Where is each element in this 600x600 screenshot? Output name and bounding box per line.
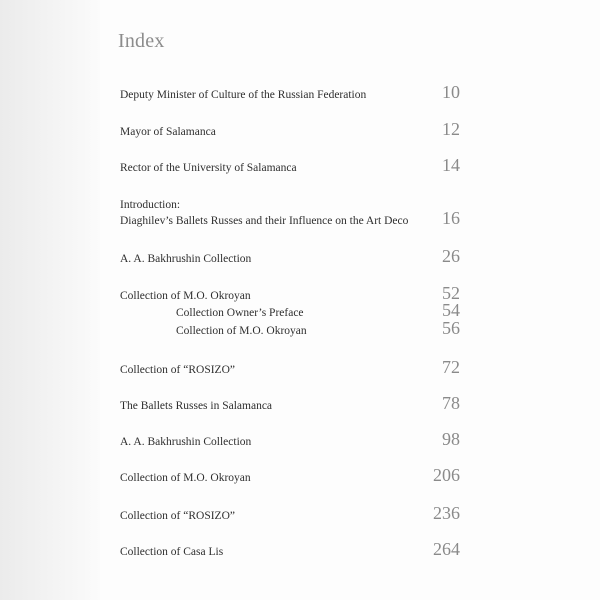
index-page-number: 236 — [433, 503, 460, 523]
index-entry: The Ballets Russes in Salamanca — [120, 400, 273, 412]
index-entry: Mayor of Salamanca — [120, 126, 216, 138]
index-page-number: 52 — [442, 283, 460, 303]
index-page-number: 264 — [433, 539, 460, 559]
index-entry: A. A. Bakhrushin Collection — [120, 253, 252, 265]
book-gutter-shadow — [0, 0, 100, 600]
index-page-number: 54 — [442, 300, 460, 320]
index-page-number: 72 — [442, 357, 460, 377]
index-entry: Collection of M.O. Okroyan — [120, 472, 251, 484]
index-entry: Introduction: — [120, 199, 181, 211]
index-page-number: 26 — [442, 246, 460, 266]
index-page-number: 78 — [442, 393, 460, 413]
index-page-number: 14 — [442, 155, 460, 175]
index-entry: Diaghilev’s Ballets Russes and their Influence on the Art Deco — [120, 215, 409, 227]
index-entry: Rector of the University of Salamanca — [120, 162, 297, 174]
index-entry: Collection of “ROSIZO” — [120, 364, 235, 376]
index-page-number: 98 — [442, 429, 460, 449]
index-entry: Collection of Casa Lis — [120, 546, 224, 558]
index-sub-entry: Collection of M.O. Okroyan — [176, 325, 307, 337]
page-title: Index — [118, 30, 165, 52]
index-entry: Collection of M.O. Okroyan — [120, 290, 251, 302]
index-page-number: 16 — [442, 208, 460, 228]
index-page-number: 56 — [442, 318, 460, 338]
index-sub-entry: Collection Owner’s Preface — [176, 307, 304, 319]
index-page-number: 12 — [442, 119, 460, 139]
index-entry: Collection of “ROSIZO” — [120, 510, 235, 522]
index-page-number: 206 — [433, 465, 460, 485]
index-page-number: 10 — [442, 82, 460, 102]
index-entry: A. A. Bakhrushin Collection — [120, 436, 252, 448]
index-entry: Deputy Minister of Culture of the Russian Federation — [120, 89, 367, 101]
